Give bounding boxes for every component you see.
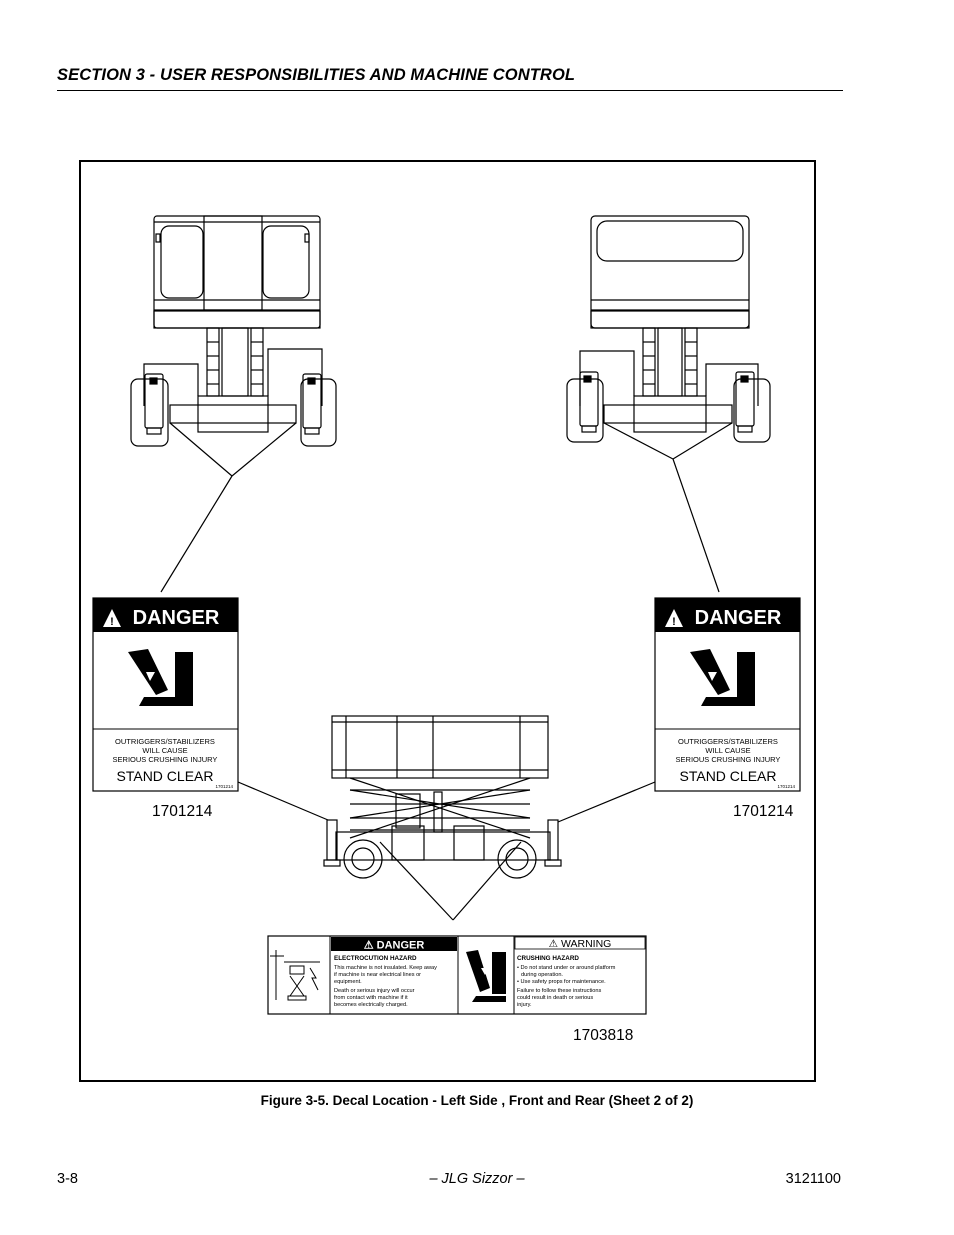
- danger-left-line3: SERIOUS CRUSHING INJURY: [112, 755, 218, 764]
- danger-right-line2: WILL CAUSE: [705, 746, 751, 755]
- danger-decal-left: [93, 598, 238, 791]
- combo-warning-heading: WARNING: [560, 938, 612, 950]
- svg-text:becomes electrically charged.: becomes electrically charged.: [334, 1002, 408, 1008]
- danger-heading-right: DANGER: [694, 607, 782, 629]
- machine-front-view-left: [131, 216, 336, 592]
- danger-right-line3: SERIOUS CRUSHING INJURY: [675, 755, 781, 764]
- danger-right-small-code: 1701214: [777, 784, 795, 789]
- electrocution-title: ELECTROCUTION HAZARD: [334, 955, 417, 962]
- svg-text:!: !: [672, 616, 676, 628]
- danger-left-line1: OUTRIGGERS/STABILIZERS: [115, 737, 215, 746]
- svg-text:from contact with machine if i: from contact with machine if it: [334, 995, 408, 1001]
- part-number-right: 1701214: [733, 803, 794, 820]
- svg-text:Death or serious injury will o: Death or serious injury will occur: [334, 988, 415, 994]
- danger-left-small-code: 1701214: [215, 784, 233, 789]
- combo-decal: [268, 936, 646, 1014]
- document-number: 3121100: [785, 1171, 841, 1187]
- svg-text:could result in death or serio: could result in death or serious: [517, 995, 594, 1001]
- combo-danger-heading: DANGER: [376, 939, 425, 952]
- svg-text:• Do not stand under or around: • Do not stand under or around platform: [517, 965, 616, 971]
- danger-left-line4: STAND CLEAR: [116, 768, 214, 784]
- section-title: SECTION 3 - USER RESPONSIBILITIES AND MACHINE CONTROL: [57, 66, 576, 84]
- part-number-left: 1701214: [152, 803, 213, 820]
- svg-text:if machine is near electrical: if machine is near electrical lines or: [334, 972, 422, 978]
- figure-caption: Figure 3-5. Decal Location - Left Side , Front and Rear (Sheet 2 of 2): [260, 1093, 694, 1108]
- svg-text:⚠ DANGER: ⚠ DANGER: [363, 939, 425, 952]
- svg-text:during operation.: during operation.: [521, 972, 563, 978]
- danger-right-line1: OUTRIGGERS/STABILIZERS: [678, 737, 778, 746]
- svg-text:equipment.: equipment.: [334, 979, 362, 985]
- part-number-combo: 1703818: [573, 1027, 634, 1044]
- svg-text:Failure to follow these instru: Failure to follow these instructions: [517, 988, 602, 994]
- footer-title: – JLG Sizzor –: [429, 1171, 525, 1187]
- machine-side-view: [238, 716, 655, 920]
- svg-text:injury.: injury.: [517, 1002, 532, 1008]
- machine-rear-view-right: [567, 216, 770, 592]
- page-number: 3-8: [57, 1171, 78, 1187]
- danger-right-line4: STAND CLEAR: [679, 768, 777, 784]
- danger-decal-right: [655, 598, 800, 791]
- crushing-title: CRUSHING HAZARD: [517, 955, 579, 962]
- danger-left-line2: WILL CAUSE: [142, 746, 188, 755]
- svg-text:!: !: [110, 616, 114, 628]
- svg-text:• Use safety props for mainten: • Use safety props for maintenance.: [517, 979, 606, 985]
- danger-heading-left: DANGER: [132, 607, 220, 629]
- svg-text:⚠ WARNING: ⚠ WARNING: [548, 938, 612, 950]
- svg-text:This machine is not insulated.: This machine is not insulated. Keep away: [334, 965, 437, 971]
